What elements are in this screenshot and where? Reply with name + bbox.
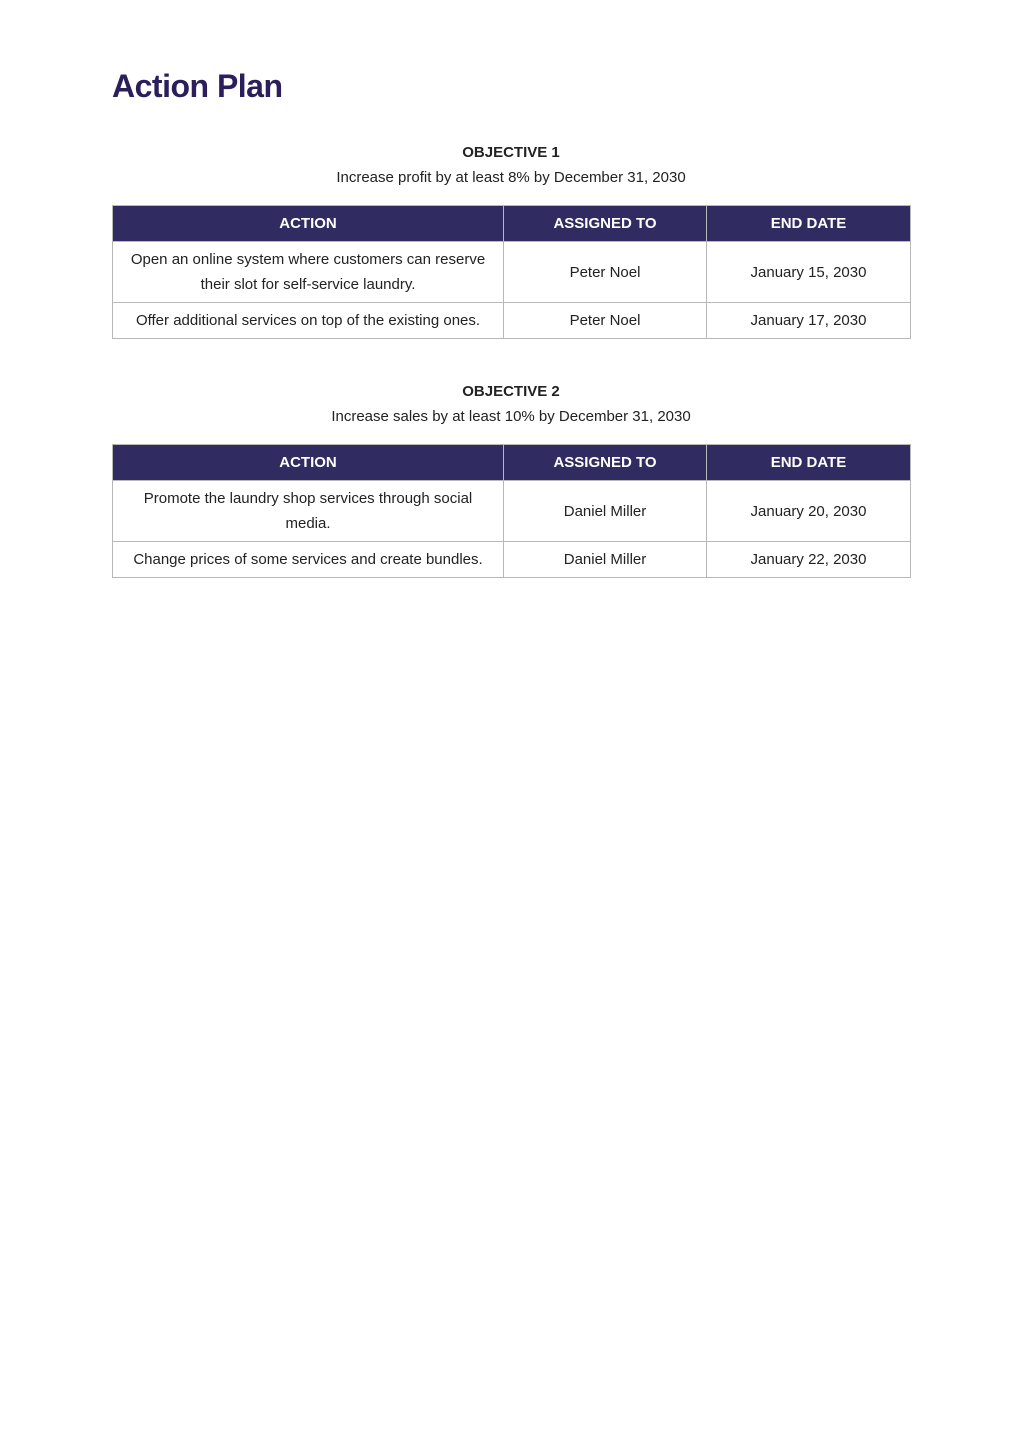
end-date-cell: January 20, 2030 [707, 481, 911, 542]
action-cell: Change prices of some services and create bundles. [113, 542, 504, 578]
column-header-end-date: END DATE [707, 445, 911, 481]
column-header-assigned-to: ASSIGNED TO [504, 445, 707, 481]
assigned-to-cell: Peter Noel [504, 303, 707, 339]
objective-heading: OBJECTIVE 1 [462, 144, 560, 161]
table-header-row [113, 445, 911, 481]
action-cell: Offer additional services on top of the existing ones. [113, 303, 504, 339]
table-row [113, 303, 911, 339]
column-header-action: ACTION [113, 206, 504, 242]
column-header-assigned-to: ASSIGNED TO [504, 206, 707, 242]
column-header-end-date: END DATE [707, 206, 911, 242]
table-row [113, 542, 911, 578]
page-title: Action Plan [112, 68, 283, 104]
objective-2-header [112, 379, 910, 429]
end-date-cell: January 15, 2030 [707, 242, 911, 303]
table-row [113, 481, 911, 542]
table-header-row [113, 206, 911, 242]
assigned-to-cell: Daniel Miller [504, 481, 707, 542]
end-date-cell: January 22, 2030 [707, 542, 911, 578]
objective-description: Increase sales by at least 10% by December 31, 2030 [331, 408, 691, 425]
objective-2-table [112, 444, 911, 578]
objective-1-header [112, 140, 910, 190]
end-date-cell: January 17, 2030 [707, 303, 911, 339]
action-cell: Open an online system where customers can reserve their slot for self-service laundry. [113, 242, 504, 303]
objective-description: Increase profit by at least 8% by December 31, 2030 [336, 169, 686, 186]
action-cell: Promote the laundry shop services through social media. [113, 481, 504, 542]
column-header-action: ACTION [113, 445, 504, 481]
objective-heading: OBJECTIVE 2 [462, 383, 560, 400]
objective-1-table [112, 205, 911, 339]
assigned-to-cell: Peter Noel [504, 242, 707, 303]
table-row [113, 242, 911, 303]
assigned-to-cell: Daniel Miller [504, 542, 707, 578]
